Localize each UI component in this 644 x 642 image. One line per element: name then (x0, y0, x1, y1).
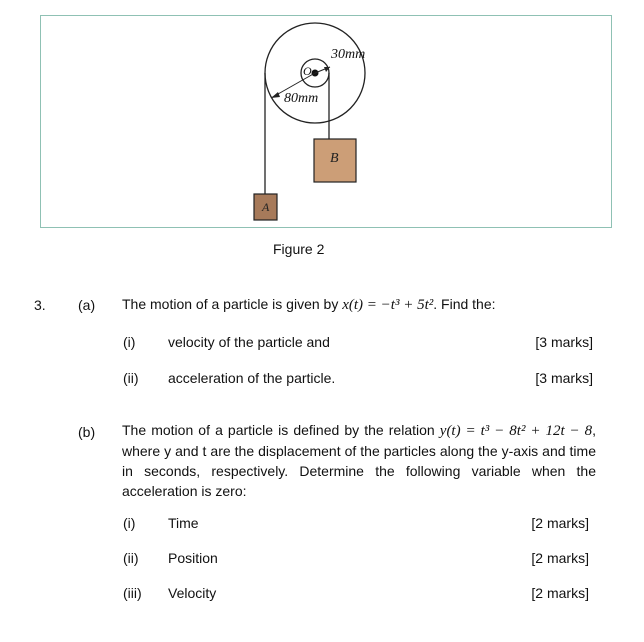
block-b-label: B (330, 151, 339, 166)
part-a-stem (122, 296, 496, 314)
block-a-label: A (262, 200, 270, 214)
part-b-label: (b) (78, 424, 96, 440)
large-radius-label: 80mm (284, 91, 319, 106)
figure-caption: Figure 2 (273, 241, 325, 257)
part-b-item-num: (iii) (123, 585, 142, 601)
part-b-item-text: Position (168, 550, 218, 566)
part-a-label: (a) (78, 297, 96, 313)
part-b-equation: y(t) = t³ − 8t² + 12t − 8 (439, 423, 593, 439)
part-b-intro: The motion of a particle is defined by the relation (122, 422, 435, 438)
pulley-diagram (0, 0, 644, 240)
part-a-item-text: acceleration of the particle. (168, 370, 336, 386)
part-a-outro: . Find the: (433, 296, 496, 312)
small-radius-label: 30mm (331, 47, 366, 62)
part-b-item-marks: [2 marks] (531, 550, 589, 566)
part-b-paragraph (122, 420, 596, 501)
part-b-item-num: (i) (123, 515, 136, 531)
part-a-item-marks: [3 marks] (535, 334, 593, 350)
part-a-item-num: (i) (123, 334, 136, 350)
part-b-item-marks: [2 marks] (531, 585, 589, 601)
part-a-item-text: velocity of the particle and (168, 334, 330, 350)
part-a-item-num: (ii) (123, 370, 139, 386)
part-b-sentence-rest: , where y and t are the displacement of the particles along the y-axis and time in seconds, respectively. Determine the following variable when the acceleration is zero: (122, 422, 597, 499)
large-radius-arrowhead (271, 92, 280, 98)
part-a-intro: The motion of a particle is given by (122, 296, 339, 312)
part-b-item-num: (ii) (123, 550, 139, 566)
question-number: 3. (34, 297, 46, 313)
part-b-item-text: Time (168, 515, 199, 531)
part-a-equation: x(t) = −t³ + 5t² (342, 297, 434, 313)
part-b-item-marks: [2 marks] (531, 515, 589, 531)
part-b-item-text: Velocity (168, 585, 217, 601)
center-label: O (303, 64, 312, 78)
part-a-item-marks: [3 marks] (535, 370, 593, 386)
